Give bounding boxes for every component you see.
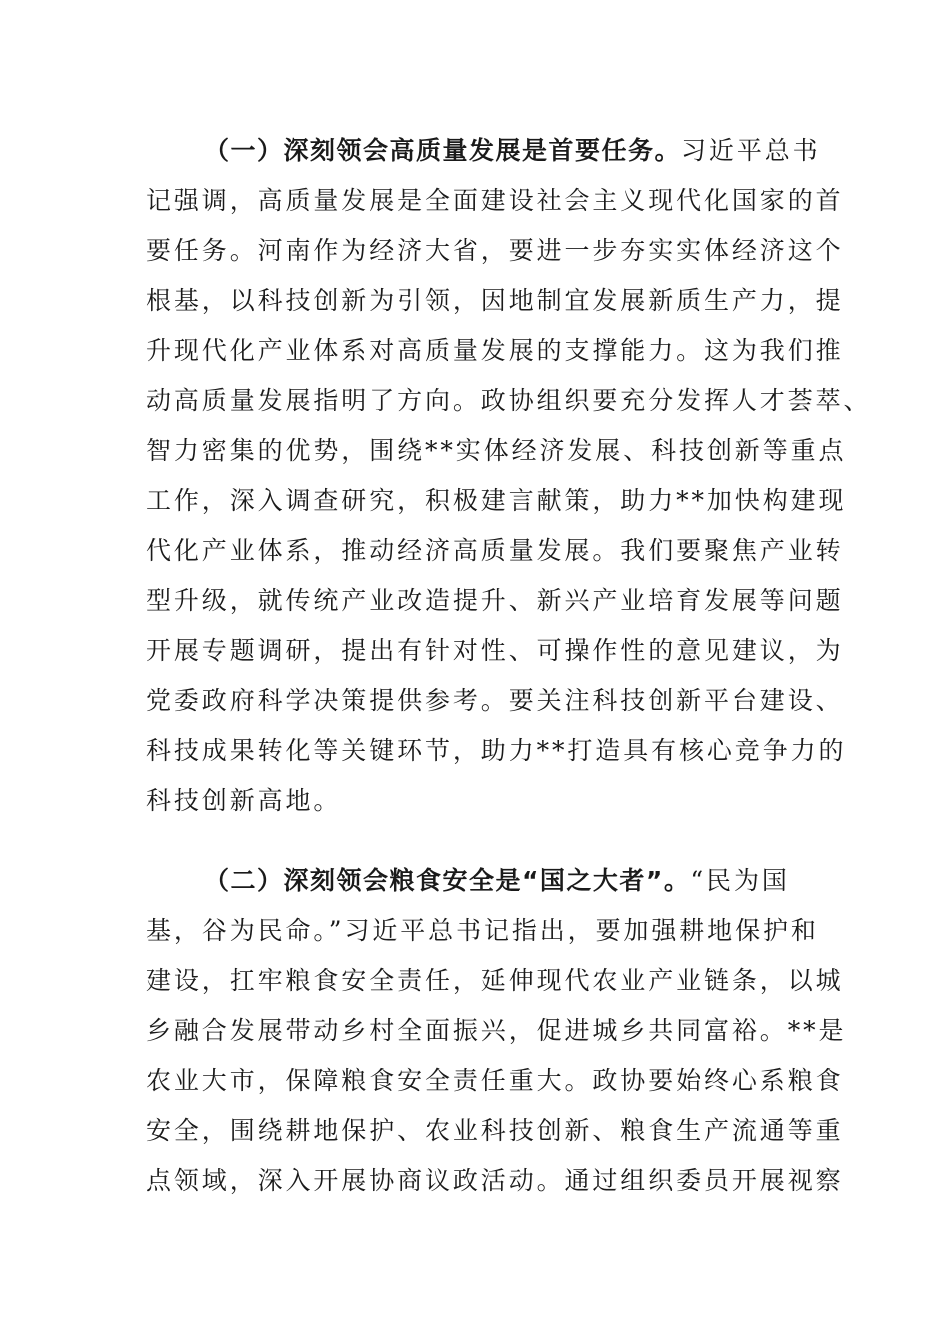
paragraph-line: 开展专题调研，提出有针对性、可操作性的意见建议，为 [146, 636, 844, 665]
paragraph-text: “民为国 [690, 866, 790, 895]
paragraph-line: 建设，扛牢粮食安全责任，延伸现代农业产业链条，以城 [146, 966, 844, 995]
paragraph-line: 安全，围绕耕地保护、农业科技创新、粮食生产流通等重 [146, 1116, 844, 1145]
paragraph-line: 升现代化产业体系对高质量发展的支撑能力。这为我们推 [146, 336, 844, 365]
paragraph-line: 乡融合发展带动乡村全面振兴，促进城乡共同富裕。**是 [146, 1016, 847, 1045]
paragraph-high-quality-development [146, 126, 872, 826]
section-heading: （一）深刻领会高质量发展是首要任务。 [204, 136, 682, 165]
paragraph-line: 代化产业体系，推动经济高质量发展。我们要聚焦产业转 [146, 536, 844, 565]
paragraph-text: 习近平总书 [681, 136, 821, 165]
paragraph-line: 要任务。河南作为经济大省，要进一步夯实实体经济这个 [146, 236, 844, 265]
paragraph-line: 科技创新高地。 [146, 786, 342, 815]
paragraph-line: 工作，深入调查研究，积极建言献策，助力**加快构建现 [146, 486, 847, 515]
paragraph-line: 农业大市，保障粮食安全责任重大。政协要始终心系粮食 [146, 1066, 844, 1095]
paragraph-line: 党委政府科学决策提供参考。要关注科技创新平台建设、 [146, 686, 844, 715]
paragraph-line: 基，谷为民命。”习近平总书记指出，要加强耕地保护和 [146, 916, 819, 945]
section-heading: （二）深刻领会粮食安全是“国之大者”。 [204, 866, 691, 895]
paragraph-first-line [146, 856, 790, 906]
paragraph-first-line [146, 126, 821, 176]
paragraph-line: 根基，以科技创新为引领，因地制宜发展新质生产力，提 [146, 286, 844, 315]
paragraph-line: 科技成果转化等关键环节，助力**打造具有核心竞争力的 [146, 736, 847, 765]
paragraph-line: 点领域，深入开展协商议政活动。通过组织委员开展视察 [146, 1166, 844, 1195]
paragraph-line: 型升级，就传统产业改造提升、新兴产业培育发展等问题 [146, 586, 844, 615]
paragraph-food-security [146, 856, 847, 1206]
paragraph-line: 智力密集的优势，围绕**实体经济发展、科技创新等重点 [146, 436, 847, 465]
paragraph-line: 动高质量发展指明了方向。政协组织要充分发挥人才荟萃、 [146, 386, 872, 415]
paragraph-line: 记强调，高质量发展是全面建设社会主义现代化国家的首 [146, 186, 844, 215]
